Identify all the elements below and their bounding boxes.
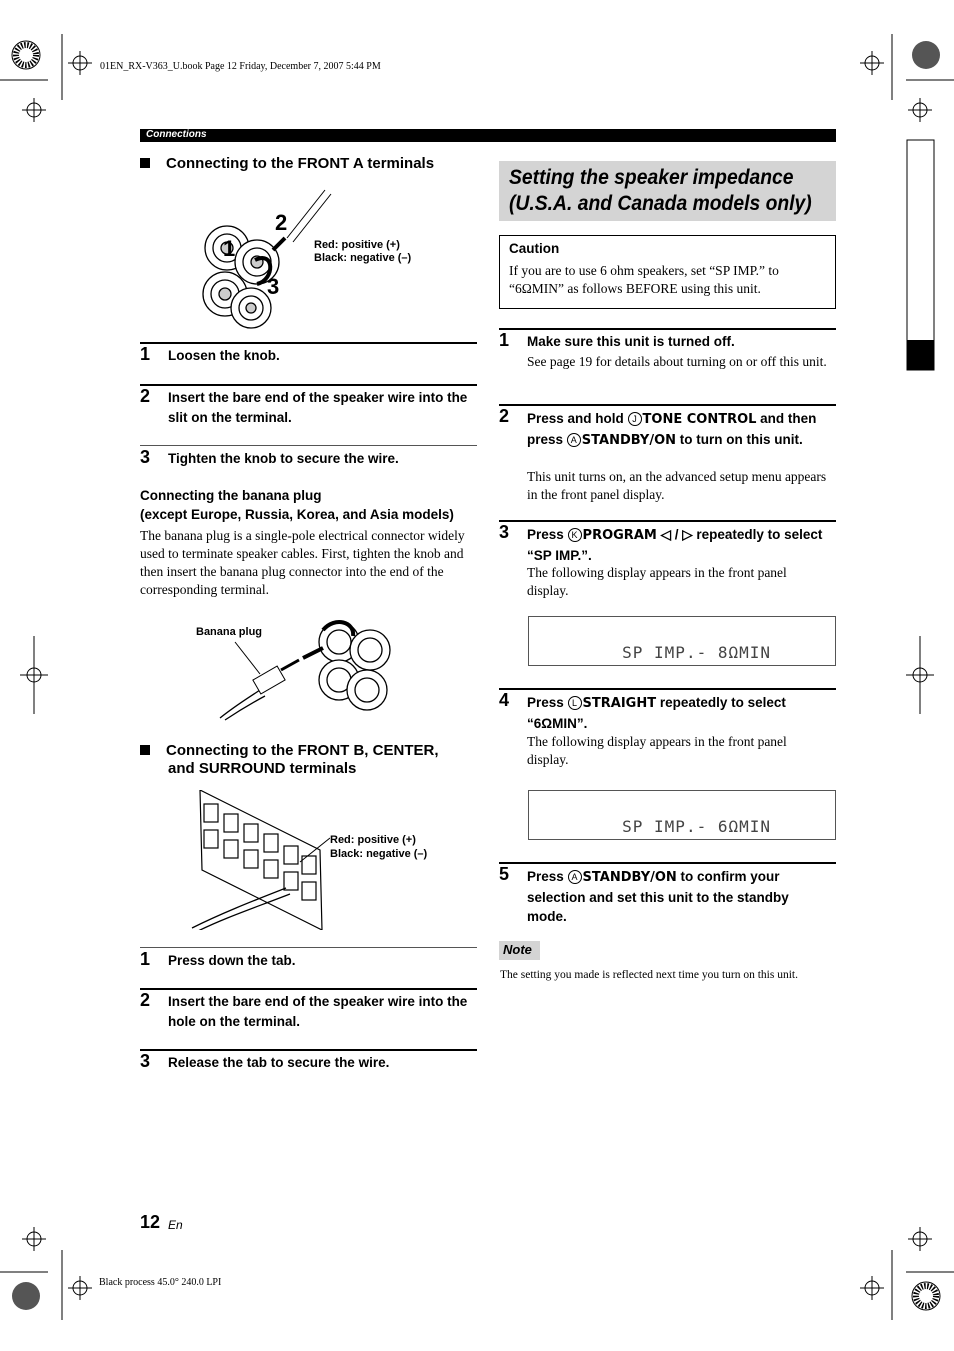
step-text: Make sure this unit is turned off. [527, 334, 735, 349]
note-label-box [499, 941, 540, 960]
step-text: Press A STANDBY/ON to confirm your selection and set this unit to the standby mode. [527, 869, 789, 924]
step-rule [499, 328, 836, 330]
page-number: 12 [140, 1212, 161, 1232]
step-number: 2 [499, 406, 510, 426]
step-rule [140, 384, 477, 386]
display-text: SP IMP.- 8ΩMIN [622, 643, 771, 662]
key-label: PROGRAM [582, 528, 657, 543]
step-number: 3 [499, 522, 510, 542]
file-info: 01EN_RX-V363_U.book Page 12 Friday, December 7, 2007 5:44 PM [100, 61, 381, 72]
fig-num-3: 3 [267, 274, 280, 299]
note-text: The setting you made is reflected next time you turn on this unit. [500, 969, 798, 981]
step-text: Insert the bare end of the speaker wire into the slit on the terminal. [168, 390, 468, 425]
note-label: Note [503, 942, 532, 957]
step-rule [499, 862, 836, 864]
step-rule [140, 988, 477, 990]
section-title-line2: (U.S.A. and Canada models only) [509, 192, 812, 215]
step-number: 1 [140, 344, 151, 364]
step-body: The following display appears in the front panel display. [527, 734, 787, 767]
step-body: The following display appears in the front panel display. [527, 565, 787, 598]
step-number: 4 [499, 690, 510, 710]
key-label: TONE CONTROL [642, 412, 757, 427]
step-number: 2 [140, 386, 151, 406]
section-label: Connections [146, 129, 207, 140]
section-title [509, 165, 812, 217]
step-rule [499, 404, 836, 406]
banana-body: The banana plug is a single-pole electrical connector widely used to terminate speaker cables. First, tighten the knob and then insert the banana plug connector into the end of the corresponding terminal. [140, 528, 465, 597]
step-text: Press K PROGRAM ◁ / ▷ repeatedly to select “SP IMP.”. [527, 527, 823, 563]
key-l-icon: L [568, 696, 582, 710]
front-b-red-label: Red: positive (+) [330, 834, 416, 846]
step-body: See page 19 for details about turning on or off this unit. [527, 354, 827, 369]
process-info: Black process 45.0° 240.0 LPI [99, 1277, 222, 1288]
step-text: Press and hold J TONE CONTROL and then press A STANDBY/ON to turn on this unit. [527, 411, 817, 448]
front-a-red-label: Red: positive (+) [314, 239, 400, 251]
front-b-heading-line2: and SURROUND terminals [168, 760, 357, 777]
key-label: STANDBY/ON [581, 432, 677, 448]
step-rule [499, 520, 836, 522]
step-text: Release the tab to secure the wire. [168, 1055, 390, 1070]
step-text: Insert the bare end of the speaker wire into the hole on the terminal. [168, 994, 468, 1029]
section-bar [140, 129, 836, 142]
front-a-heading: Connecting to the FRONT A terminals [140, 154, 434, 173]
front-panel-display [528, 790, 836, 840]
banana-heading: Connecting the banana plug [140, 488, 322, 503]
banana-subheading: (except Europe, Russia, Korea, and Asia models) [140, 507, 454, 522]
page-lang: En [168, 1218, 183, 1232]
step-rule [140, 1049, 477, 1051]
front-a-black-label: Black: negative (–) [314, 252, 412, 264]
key-j-icon: J [628, 412, 642, 426]
banana-plug-figure [215, 610, 405, 722]
section-title-box [499, 161, 836, 221]
step-text: Press down the tab. [168, 953, 296, 968]
corner-starburst-icon [12, 41, 940, 1310]
front-b-terminal-figure [190, 790, 330, 930]
step-number: 2 [140, 990, 151, 1010]
caution-text: If you are to use 6 ohm speakers, set “SP IMP.” to “6ΩMIN” as follows BEFORE using this unit. [509, 263, 779, 296]
step-number: 5 [499, 864, 510, 884]
step-number: 3 [140, 1051, 151, 1071]
step-rule [140, 947, 477, 948]
step-number: 1 [140, 949, 151, 969]
step-number: 1 [499, 330, 510, 350]
step-number: 3 [140, 447, 151, 467]
step-rule [140, 445, 477, 446]
front-b-black-label: Black: negative (–) [330, 848, 428, 860]
step-text: Loosen the knob. [168, 348, 280, 363]
step-rule [499, 688, 836, 690]
fig-num-1: 1 [223, 236, 236, 261]
section-title-line1: Setting the speaker impedance [509, 166, 794, 189]
key-a-icon: A [567, 433, 581, 447]
key-k-icon: K [568, 528, 582, 542]
step-text: Press L STRAIGHT repeatedly to select “6ΩMIN”. [527, 695, 786, 731]
key-label: STRAIGHT [582, 696, 657, 711]
step-rule [140, 342, 477, 344]
key-a-icon: A [568, 870, 582, 884]
caution-box [499, 235, 836, 309]
front-panel-display [528, 616, 836, 666]
fig-num-2: 2 [275, 210, 288, 235]
display-text: SP IMP.- 6ΩMIN [622, 817, 771, 836]
key-label: STANDBY/ON [582, 870, 677, 885]
front-b-heading: Connecting to the FRONT B, CENTER, [140, 741, 438, 760]
step-text: Tighten the knob to secure the wire. [168, 451, 399, 466]
banana-plug-label: Banana plug [196, 626, 263, 638]
step-body: This unit turns on, an the advanced setup menu appears in the front panel display. [527, 469, 827, 502]
caution-title: Caution [509, 241, 560, 256]
